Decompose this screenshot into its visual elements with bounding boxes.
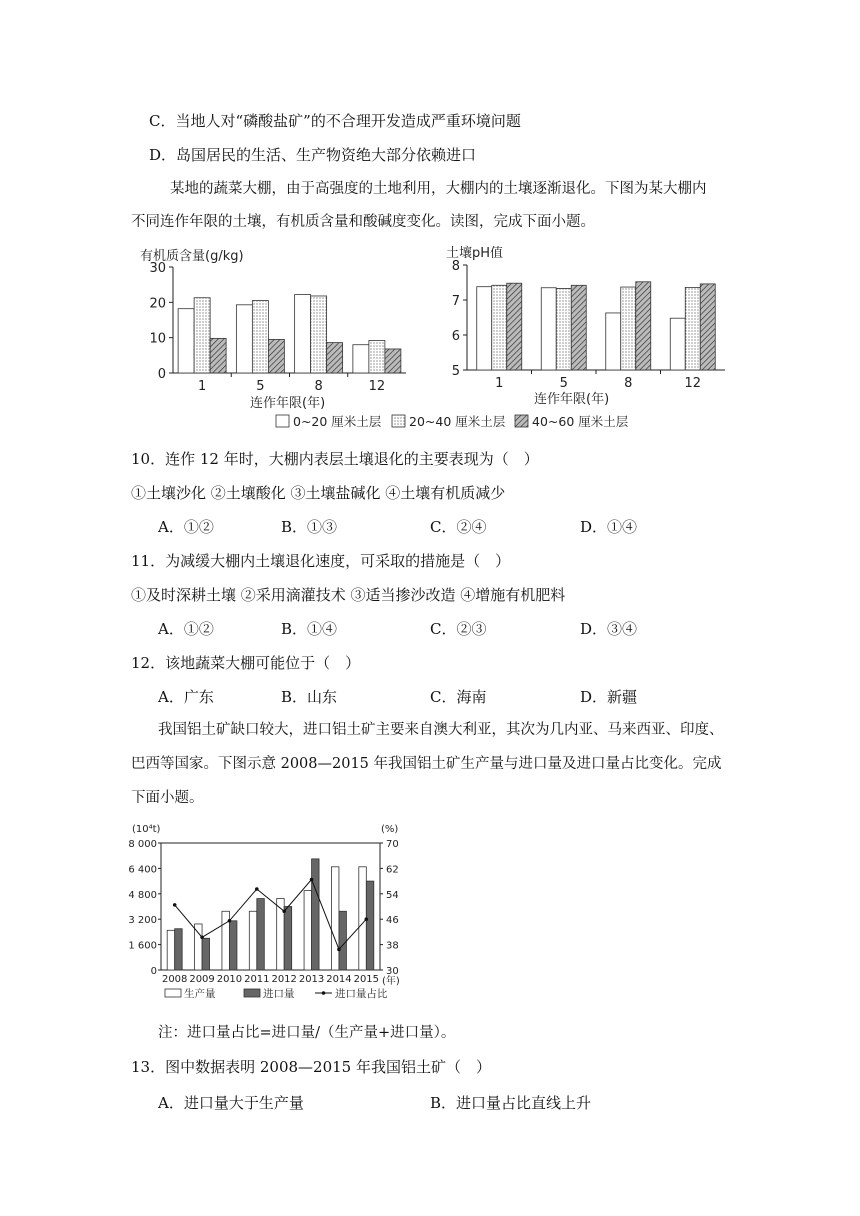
legend-label-20-40: 20~40 厘米土层 [409,414,506,429]
bar-production-2009 [195,924,203,970]
left-tick-label: 3 200 [128,915,157,927]
y-tick-label: 8 [451,259,460,274]
x-tick-label: 2008 [161,974,188,985]
question-11-items: ①及时深耕土壤 ②采用滴灌技术 ③适当掺沙改造 ④增施有机肥料 [131,586,566,604]
bar-20-40-厘米土层-8 [311,296,327,373]
legend-swatch-20-40 [392,415,405,427]
right-tick-label: 70 [386,839,399,850]
q10-option-a[interactable]: A．①② [158,518,214,536]
legend-label-import: 进口量 [263,988,295,1000]
y-tick-label: 10 [149,331,166,347]
x-tick-label: 8 [624,376,633,391]
bar-0-20-厘米土层-1 [178,309,194,373]
ph-ylabel: 土壤pH值 [446,246,504,261]
x-tick-label: 2013 [298,974,325,985]
legend-label-share: 进口量占比 [335,988,388,1000]
bar-production-2011 [249,911,257,970]
x-tick-label: 12 [684,376,702,391]
bar-production-2013 [304,891,312,970]
q12-option-d[interactable]: D．新疆 [580,688,638,706]
bar-40-60-厘米土层-8 [327,343,343,373]
y-tick-label: 30 [149,261,166,276]
bar-production-2008 [167,930,175,970]
x-tick-label: 2012 [271,974,297,985]
bar-import-2014 [339,911,347,970]
bar-0-20-厘米土层-1 [477,287,492,370]
import-share-point-2013 [310,878,314,882]
x-tick-label: 12 [368,379,386,394]
bar-0-20-厘米土层-12 [670,318,685,370]
y-tick-label: 0 [157,367,166,382]
legend-swatch-import [244,989,260,997]
bar-20-40-厘米土层-1 [194,298,210,373]
right-tick-label: 38 [386,940,399,952]
bar-40-60-厘米土层-5 [571,285,586,370]
question-11: 11．为减缓大棚内土壤退化速度，可采取的措施是（ ） [131,552,511,570]
bauxite-right-unit: (%) [381,824,399,835]
question-10-items: ①土壤沙化 ②土壤酸化 ③土壤盐碱化 ④土壤有机质减少 [131,484,506,502]
x-tick-label: 2010 [216,974,243,985]
q12-option-b[interactable]: B．山东 [281,688,338,706]
ph-xlabel: 连作年限(年) [534,392,610,407]
bar-import-2012 [284,907,292,971]
y-tick-label: 6 [451,329,460,344]
bar-import-2008 [175,929,183,970]
x-tick-label: 2009 [189,974,215,985]
question-13: 13．图中数据表明 2008—2015 年我国铝土矿（ ） [131,1058,491,1076]
legend-label-0-20: 0~20 厘米土层 [293,414,382,429]
q10-option-d[interactable]: D．①④ [580,518,638,536]
bar-40-60-厘米土层-8 [636,282,651,370]
q10-option-b[interactable]: B．①③ [281,518,338,536]
right-tick-label: 46 [386,915,399,927]
x-tick-label: 1 [495,376,504,391]
bar-40-60-厘米土层-12 [385,349,401,373]
right-tick-label: 30 [386,966,399,977]
q11-option-d[interactable]: D．③④ [580,620,638,638]
y-tick-label: 5 [451,364,460,379]
legend-swatch-0-20 [276,415,289,427]
prev-option-d: D．岛国居民的生活、生产物资绝大部分依赖进口 [149,146,477,164]
q12-option-c[interactable]: C．海南 [430,688,487,706]
x-tick-label: 8 [314,379,323,394]
bauxite-x-unit: (年) [382,976,400,987]
bar-production-2014 [331,867,339,970]
import-share-point-2008 [173,903,177,907]
bar-20-40-厘米土层-8 [621,287,636,370]
legend-label-40-60: 40~60 厘米土层 [532,414,629,429]
bauxite-chart [128,839,398,985]
bar-import-2010 [229,921,237,970]
bar-import-2009 [202,938,210,970]
intro-bauxite-line1: 我国铝土矿缺口较大，进口铝土矿主要来自澳大利亚，其次为几内亚、马来西亚、印度、 [158,722,724,738]
left-tick-label: 4 800 [128,889,157,901]
bar-0-20-厘米土层-5 [541,288,556,370]
legend-swatch-40-60 [515,415,528,427]
intro-greenhouse-line2: 不同连作年限的土壤，有机质含量和酸碱度变化。读图，完成下面小题。 [131,214,595,230]
bar-import-2011 [257,899,265,970]
y-tick-label: 20 [149,296,166,312]
bar-40-60-厘米土层-1 [210,338,226,373]
import-share-point-2010 [228,919,232,923]
left-tick-label: 1 600 [128,940,157,952]
left-tick-label: 6 400 [128,864,157,876]
bar-20-40-厘米土层-1 [492,285,507,370]
x-tick-label: 1 [197,379,207,394]
bar-40-60-厘米土层-5 [268,339,284,373]
import-share-point-2009 [200,935,204,939]
prev-option-c: C．当地人对“磷酸盐矿”的不合理开发造成严重环境问题 [149,112,521,130]
bar-20-40-厘米土层-12 [685,287,700,370]
bar-0-20-厘米土层-12 [353,345,369,373]
soil-ph-chart [452,259,725,391]
q10-option-c[interactable]: C．②④ [430,518,487,536]
x-tick-label: 2014 [326,974,352,985]
x-tick-label: 2011 [244,974,270,985]
y-tick-label: 7 [451,294,460,309]
x-tick-label: 5 [559,376,568,391]
x-tick-label: 2015 [353,974,380,985]
q13-option-a[interactable]: A．进口量大于生产量 [158,1094,304,1112]
q11-option-a[interactable]: A．①② [158,620,214,638]
bar-40-60-厘米土层-12 [700,284,715,370]
bar-20-40-厘米土层-5 [556,288,571,370]
q12-option-a[interactable]: A．广东 [158,688,214,706]
plot-frame [161,843,380,970]
import-share-point-2015 [365,917,369,921]
bar-import-2013 [312,859,320,970]
import-share-point-2011 [255,887,259,891]
bauxite-chart-figure [118,818,438,1008]
intro-greenhouse-line1: 某地的蔬菜大棚，由于高强度的土地利用，大棚内的土壤逐渐退化。下图为某大棚内 [170,181,707,197]
soil-charts-figure [130,240,702,440]
bar-import-2015 [366,881,374,970]
left-tick-label: 0 [150,966,157,977]
bar-20-40-厘米土层-12 [369,340,385,373]
question-12: 12．该地蔬菜大棚可能位于（ ） [131,654,361,672]
note-import-share: 注：进口量占比=进口量/（生产量+进口量）。 [158,1025,456,1041]
import-share-point-2012 [282,909,286,913]
bar-40-60-厘米土层-1 [507,283,522,370]
q13-option-b[interactable]: B．进口量占比直线上升 [430,1094,592,1112]
right-tick-label: 62 [386,864,399,876]
legend-swatch-production [165,989,181,997]
bar-0-20-厘米土层-5 [236,305,252,373]
q11-option-c[interactable]: C．②③ [430,620,487,638]
legend-marker-share [322,991,326,995]
import-share-point-2014 [337,948,341,952]
bar-production-2012 [277,899,285,970]
intro-bauxite-line3: 下面小题。 [131,790,204,806]
organic-ylabel: 有机质含量(g/kg) [140,249,244,264]
legend-label-production: 生产量 [184,988,216,1000]
bar-0-20-厘米土层-8 [606,313,621,370]
bar-20-40-厘米土层-5 [252,301,268,373]
intro-bauxite-line2: 巴西等国家。下图示意 2008—2015 年我国铝土矿生产量与进口量及进口量占比变化。完成 [131,756,722,772]
bauxite-left-unit: (10⁴t) [132,824,161,835]
q11-option-b[interactable]: B．①④ [281,620,338,638]
x-tick-label: 5 [256,379,265,394]
organic-xlabel: 连作年限(年) [250,396,326,411]
question-10: 10．连作 12 年时，大棚内表层土壤退化的主要表现为（ ） [131,450,539,468]
right-tick-label: 54 [386,889,399,901]
left-tick-label: 8 000 [128,839,157,850]
bar-0-20-厘米土层-8 [295,295,311,373]
organic-matter-chart [149,261,406,394]
